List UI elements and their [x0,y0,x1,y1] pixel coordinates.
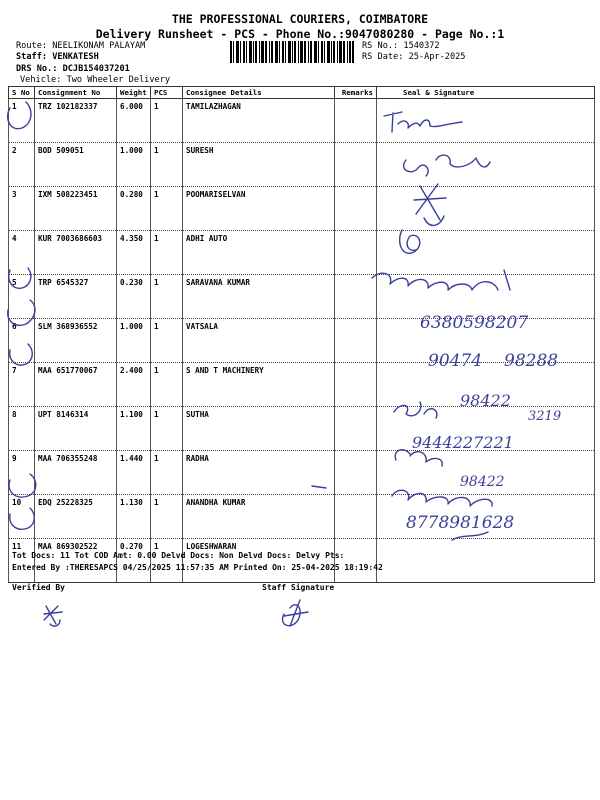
cell-sno: 2 [9,143,35,187]
cell-pcs: 1 [151,407,183,451]
handwritten-note-row6: 6380598207 [420,313,529,333]
cell-signature [377,99,595,143]
cell-weight: 2.400 [117,363,151,407]
rs-no-label: RS No.: 1540372 [362,41,440,51]
cell-remarks [335,407,377,451]
cell-weight: 1.440 [117,451,151,495]
cell-pcs: 1 [151,231,183,275]
cell-pcs: 1 [151,143,183,187]
cell-consignee: RADHA [183,451,335,495]
col-header-sno: S No [9,87,35,99]
handwritten-note-row9: 9444227221 [412,433,514,452]
handwritten-note-row10: 98422 [460,474,505,490]
table-row [9,99,595,143]
cell-weight: 4.350 [117,231,151,275]
cell-consignment: UPT 8146314 [35,407,117,451]
table-row [9,231,595,275]
table-header-row [9,87,595,99]
verified-signature [44,606,62,626]
table-row [9,187,595,231]
cell-sno: 6 [9,319,35,363]
cell-sno: 1 [9,99,35,143]
cell-signature [377,539,595,583]
col-header-remarks: Remarks [335,87,377,99]
table-row [9,319,595,363]
table-row [9,143,595,187]
cell-weight: 1.000 [117,143,151,187]
cell-consignment: TRP 6545327 [35,275,117,319]
cell-consignee: VATSALA [183,319,335,363]
entered-by-line: Entered By :THERESAPCS 04/25/2025 11:57:35 AM Printed On: 25-04-2025 18:19:42 [12,563,383,572]
staff-signature-label: Staff Signature [262,583,335,592]
cell-remarks [335,275,377,319]
table-row [9,451,595,495]
cell-weight: 1.000 [117,319,151,363]
cell-pcs: 1 [151,451,183,495]
cell-consignment: TRZ 102182337 [35,99,117,143]
cell-consignment: MAA 869302522 [35,539,117,583]
cell-pcs: 1 [151,319,183,363]
cell-signature [377,495,595,539]
cell-pcs: 1 [151,99,183,143]
col-header-weight: Weight [117,87,151,99]
cell-sno: 7 [9,363,35,407]
cell-consignment: BOD 509051 [35,143,117,187]
cell-weight: 0.230 [117,275,151,319]
cell-sno: 9 [9,451,35,495]
cell-consignee: POOMARISELVAN [183,187,335,231]
col-header-consignment: Consignment No [35,87,117,99]
cell-consignment: IXM 508223451 [35,187,117,231]
cell-signature [377,451,595,495]
handwritten-note-row8a: 98422 [460,391,511,410]
cell-remarks [335,495,377,539]
cell-weight: 0.280 [117,187,151,231]
table-row [9,275,595,319]
cell-remarks [335,231,377,275]
table-row [9,495,595,539]
cell-weight: 1.130 [117,495,151,539]
cell-remarks [335,363,377,407]
cell-remarks [335,319,377,363]
col-header-pcs: PCS [151,87,183,99]
barcode [230,41,354,63]
cell-remarks [335,99,377,143]
handwritten-note-row11: 8778981628 [406,513,515,533]
drs-label: DRS No.: DCJB154037201 [16,64,130,74]
cell-signature [377,231,595,275]
staff-signature-scribble [283,600,308,626]
cell-consignee: TAMILAZHAGAN [183,99,335,143]
handwritten-note-row8b: 3219 [528,409,562,424]
runsheet-table [8,86,595,583]
cell-sno: 5 [9,275,35,319]
cell-consignee: SUTHA [183,407,335,451]
cell-signature [377,363,595,407]
cell-consignee: ADHI AUTO [183,231,335,275]
cell-sno: 8 [9,407,35,451]
handwritten-note-row7b: 98288 [504,351,559,371]
handwritten-note-row7a: 90474 [428,351,483,371]
runsheet-subtitle: Delivery Runsheet - PCS - Phone No.:9047080280 - Page No.:1 [95,27,505,41]
col-header-consignee: Consignee Details [183,87,335,99]
col-header-signature: Seal & Signature [377,87,595,99]
cell-pcs: 1 [151,275,183,319]
cell-signature [377,143,595,187]
cell-consignee: LOGESHWARAN [183,539,335,583]
cell-consignment: SLM 368936552 [35,319,117,363]
cell-consignee: SURESH [183,143,335,187]
cell-pcs: 1 [151,363,183,407]
cell-sno: 4 [9,231,35,275]
cell-remarks [335,539,377,583]
cell-remarks [335,187,377,231]
cell-weight: 1.100 [117,407,151,451]
table-row [9,539,595,583]
cell-sno: 3 [9,187,35,231]
totals-line: Tot Docs: 11 Tot COD Amt: 0.00 Delvd Docs: Non Delvd Docs: Delvy Pts: [12,551,345,560]
cell-signature [377,187,595,231]
cell-signature [377,319,595,363]
cell-consignee: S AND T MACHINERY [183,363,335,407]
cell-remarks [335,451,377,495]
table-row [9,407,595,451]
cell-pcs: 1 [151,187,183,231]
staff-label: Staff: VENKATESH [16,52,99,62]
cell-consignment: MAA 706355248 [35,451,117,495]
vehicle-label: Vehicle: Two Wheeler Delivery [20,75,171,85]
cell-consignment: EDQ 25228325 [35,495,117,539]
route-label: Route: NEELIKONAM PALAYAM [16,41,146,51]
table-row [9,363,595,407]
cell-sno: 10 [9,495,35,539]
cell-weight: 0.270 [117,539,151,583]
cell-pcs: 1 [151,539,183,583]
cell-pcs: 1 [151,495,183,539]
cell-remarks [335,143,377,187]
cell-sno: 11 [9,539,35,583]
cell-signature [377,275,595,319]
cell-consignee: SARAVANA KUMAR [183,275,335,319]
cell-consignment: MAA 651770067 [35,363,117,407]
cell-consignee: ANANDHA KUMAR [183,495,335,539]
verified-by-label: Verified By [12,583,65,592]
company-title: THE PROFESSIONAL COURIERS, COIMBATORE [171,12,429,26]
cell-signature [377,407,595,451]
cell-weight: 6.000 [117,99,151,143]
cell-consignment: KUR 7003686603 [35,231,117,275]
rs-date-label: RS Date: 25-Apr-2025 [362,52,466,62]
